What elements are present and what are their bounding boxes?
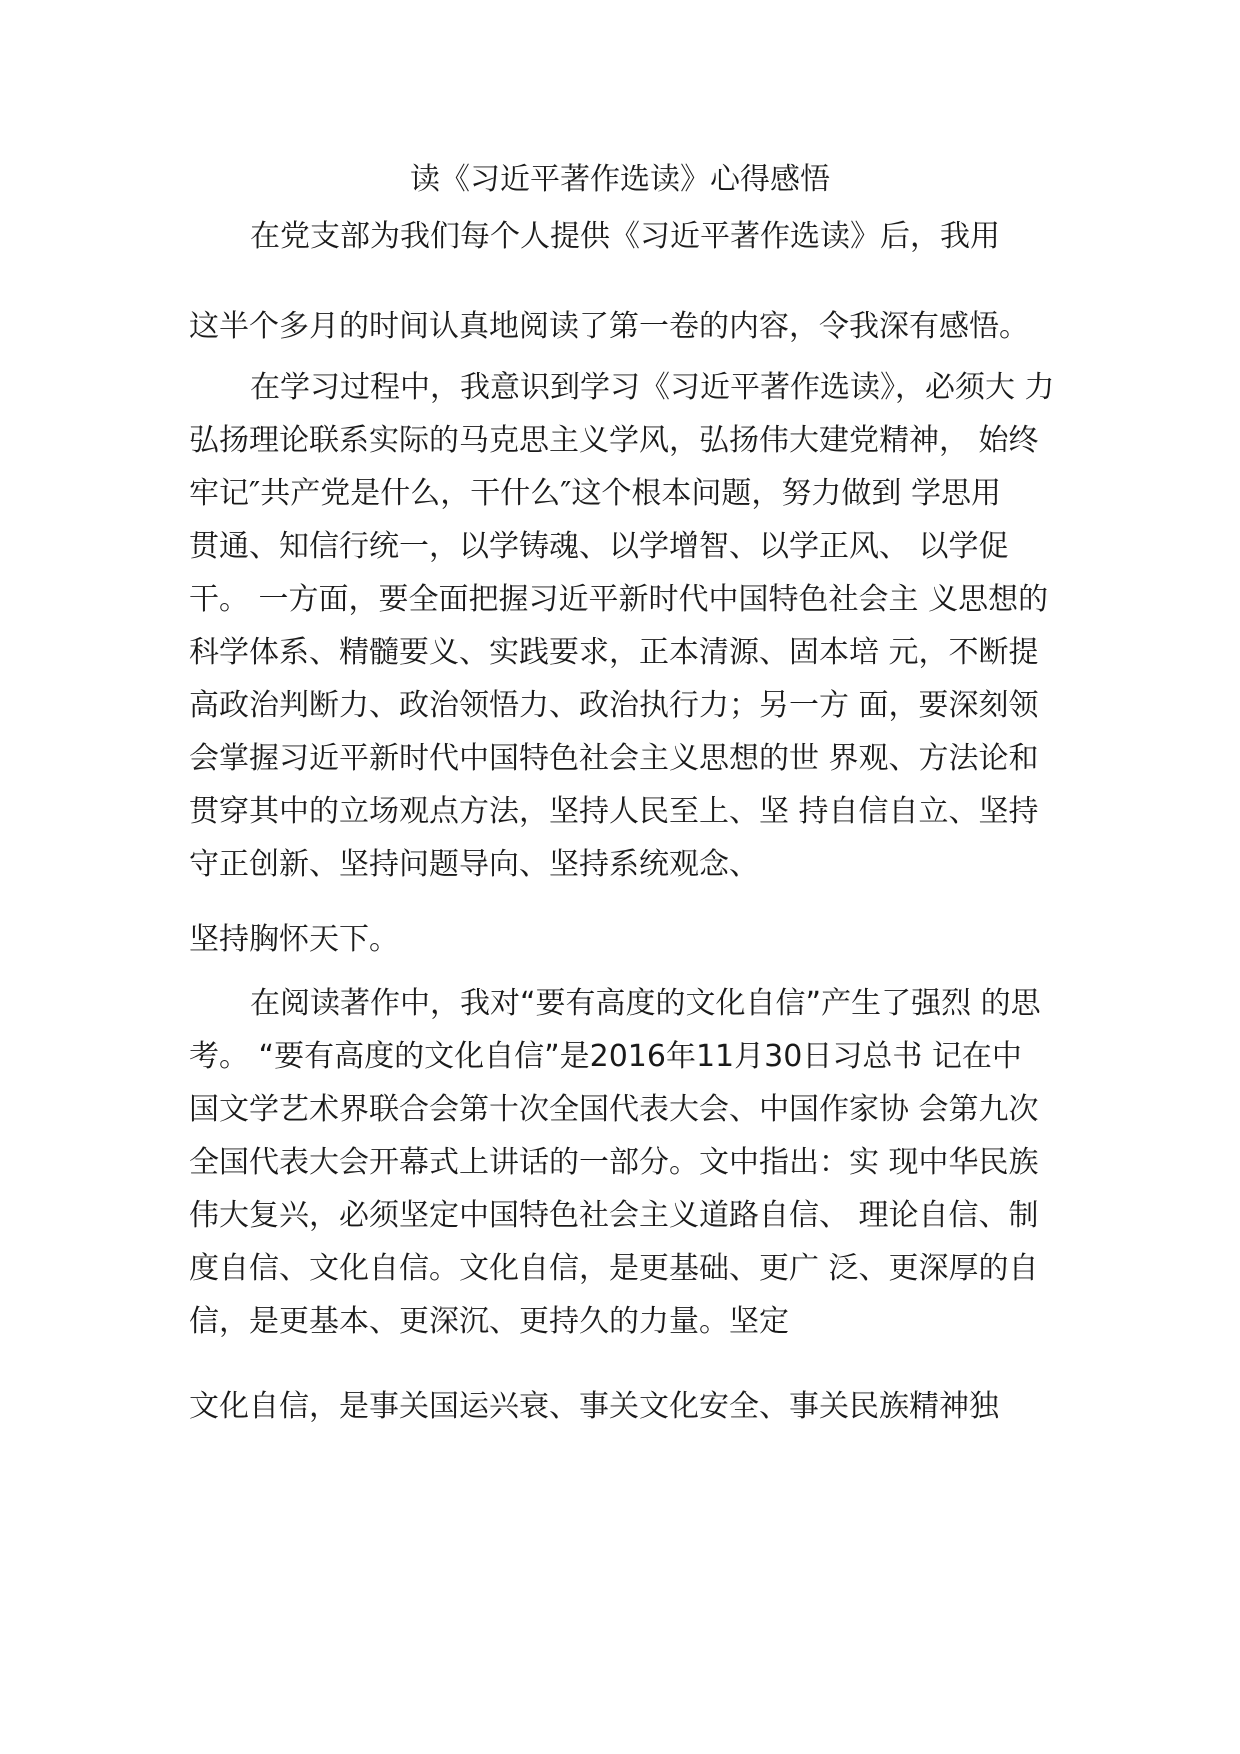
paragraph-line: 考。 “要有高度的文化自信”是2016年11月30日习总书 记在中 [189,1039,1022,1074]
paragraph-line: 牢记″共产党是什么，干什么″这个根本问题，努力做到 学思用 [189,476,1001,511]
paragraph-line: 科学体系、精髓要义、实践要求，正本清源、固本培 元，不断提 [189,635,1039,670]
paragraph-line: 坚持胸怀天下。 [189,922,399,957]
paragraph-line: 弘扬理论联系实际的马克思主义学风，弘扬伟大建党精神， 始终 [189,423,1039,458]
paragraph-line: 守正创新、坚持问题导向、坚持系统观念、 [189,847,759,882]
document-title: 读《习近平著作选读》心得感悟 [410,162,830,197]
paragraph-line: 贯穿其中的立场观点方法，坚持人民至上、坚 持自信自立、坚持 [189,794,1039,829]
paragraph-line: 贯通、知信行统一，以学铸魂、以学增智、以学正风、 以学促 [189,529,1009,564]
paragraph-line: 干。 一方面，要全面把握习近平新时代中国特色社会主 义思想的 [189,582,1049,617]
paragraph-line: 国文学艺术界联合会第十次全国代表大会、中国作家协 会第九次 [189,1092,1039,1127]
paragraph-line: 全国代表大会开幕式上讲话的一部分。文中指出：实 现中华民族 [189,1145,1039,1180]
paragraph-line: 度自信、文化自信。文化自信，是更基础、更广 泛、更深厚的自 [189,1251,1039,1286]
paragraph-line: 文化自信，是事关国运兴衰、事关文化安全、事关民族精神独 [189,1389,999,1424]
paragraph-line: 伟大复兴，必须坚定中国特色社会主义道路自信、 理论自信、制 [189,1198,1039,1233]
paragraph-line: 在阅读著作中，我对“要有高度的文化自信”产生了强烈 的思 [250,986,1041,1021]
paragraph-line: 在学习过程中，我意识到学习《习近平著作选读》，必须大 力 [250,370,1055,405]
paragraph-line: 高政治判断力、政治领悟力、政治执行力；另一方 面，要深刻领 [189,688,1039,723]
paragraph-line: 在党支部为我们每个人提供《习近平著作选读》后，我用 [250,219,1000,254]
paragraph-line: 信，是更基本、更深沉、更持久的力量。坚定 [189,1304,789,1339]
paragraph-line: 会掌握习近平新时代中国特色社会主义思想的世 界观、方法论和 [189,741,1039,776]
paragraph-line: 这半个多月的时间认真地阅读了第一卷的内容，令我深有感悟。 [189,309,1029,344]
